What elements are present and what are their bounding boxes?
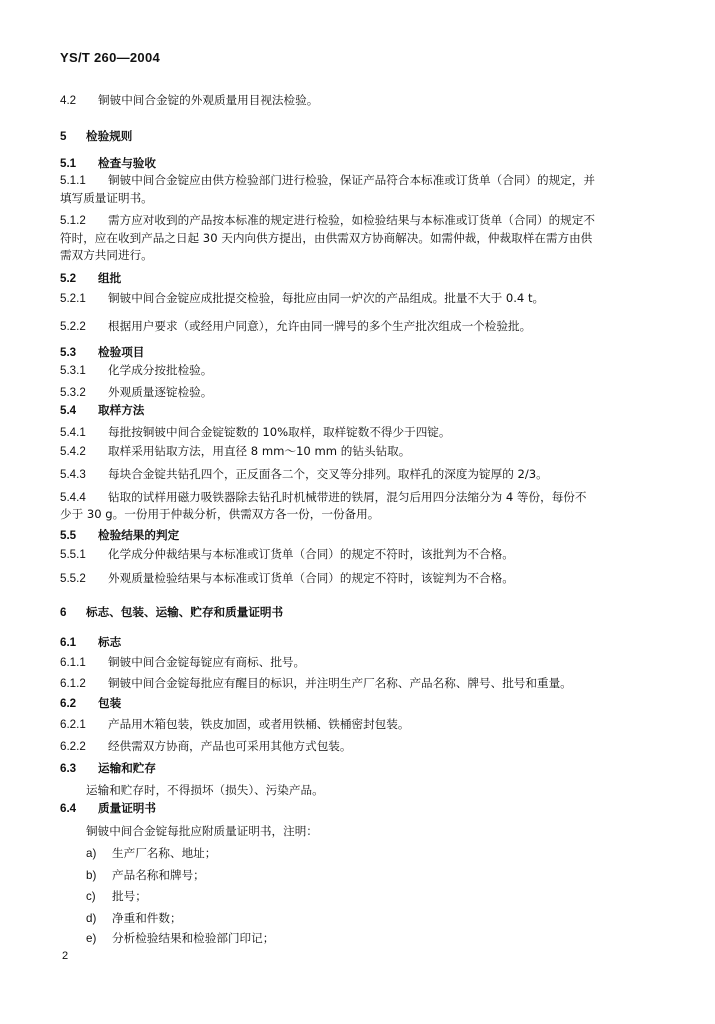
clause-number: 5.3.2 bbox=[60, 386, 86, 399]
clause-text: 组批 bbox=[98, 271, 122, 285]
clause-number: 5.1.1 bbox=[60, 174, 86, 187]
paragraph-line bbox=[60, 654, 660, 671]
clause-text: 标志 bbox=[98, 635, 122, 649]
section-heading bbox=[60, 760, 660, 777]
paragraph-line bbox=[86, 930, 686, 947]
clause-number: 5.4.4 bbox=[60, 491, 86, 504]
clause-text: 外观质量检验结果与本标准或订货单（合同）的规定不符时，该锭判为不合格。 bbox=[108, 571, 514, 585]
paragraph-line bbox=[60, 290, 660, 307]
clause-number: c) bbox=[86, 890, 96, 903]
paragraph-line bbox=[60, 230, 660, 247]
clause-text: 分析检验结果和检验部门印记； bbox=[112, 931, 275, 945]
clause-text: 铜铍中间合金锭的外观质量用目视法检验。 bbox=[98, 93, 319, 107]
paragraph-line bbox=[86, 888, 686, 905]
clause-number: 6.2 bbox=[60, 697, 77, 710]
clause-text: 根据用户要求（或经用户同意），允许由同一牌号的多个生产批次组成一个检验批。 bbox=[108, 319, 532, 333]
clause-number: e) bbox=[86, 932, 97, 945]
clause-text: 经供需双方协商，产品也可采用其他方式包装。 bbox=[108, 739, 352, 753]
section-heading bbox=[60, 695, 660, 712]
clause-number: 5.2.2 bbox=[60, 320, 86, 333]
paragraph-line bbox=[60, 675, 660, 692]
paragraph-line bbox=[60, 212, 660, 229]
clause-text: 检验结果的判定 bbox=[98, 528, 180, 542]
paragraph-line bbox=[60, 318, 660, 335]
paragraph-line bbox=[60, 716, 660, 733]
clause-text: 铜铍中间合金锭应由供方检验部门进行检验，保证产品符合本标准或订货单（合同）的规定，并 bbox=[108, 173, 595, 187]
clause-text: 化学成分按批检验。 bbox=[108, 363, 213, 377]
clause-number: 6.1.2 bbox=[60, 677, 86, 690]
clause-number: 6.2.2 bbox=[60, 740, 86, 753]
clause-text: 批号； bbox=[112, 889, 147, 903]
section-heading bbox=[60, 800, 660, 817]
clause-number: 6 bbox=[60, 606, 67, 619]
clause-text: 产品用木箱包装，铁皮加固，或者用铁桶、铁桶密封包装。 bbox=[108, 717, 410, 731]
section-heading bbox=[60, 270, 660, 287]
section-heading bbox=[60, 402, 660, 419]
clause-number: 5.2 bbox=[60, 272, 77, 285]
paragraph-line bbox=[60, 384, 660, 401]
clause-number: d) bbox=[86, 912, 97, 925]
clause-number: 6.4 bbox=[60, 802, 77, 815]
clause-text: 铜铍中间合金锭每锭应有商标、批号。 bbox=[108, 655, 306, 669]
clause-number: 6.3 bbox=[60, 762, 77, 775]
clause-text: 钻取的试样用磁力吸铁器除去钻孔时机械带进的铁屑，混匀后用四分法缩分为 4 等份，每份不 bbox=[108, 490, 587, 504]
clause-text: 质量证明书 bbox=[98, 801, 156, 815]
clause-text: 外观质量逐锭检验。 bbox=[108, 385, 213, 399]
clause-text: 每批按铜铍中间合金锭锭数的 10%取样，取样锭数不得少于四锭。 bbox=[108, 425, 451, 439]
clause-text: 铜铍中间合金锭每批应附质量证明书，注明： bbox=[86, 824, 318, 838]
paragraph-line bbox=[60, 570, 660, 587]
clause-number: 6.2.1 bbox=[60, 718, 86, 731]
paragraph-line bbox=[86, 845, 686, 862]
clause-text: 需方应对收到的产品按本标准的规定进行检验，如检验结果与本标准或订货单（合同）的规定不 bbox=[108, 213, 595, 227]
section-heading bbox=[60, 634, 660, 651]
section-heading bbox=[60, 604, 660, 621]
paragraph-line bbox=[60, 424, 660, 441]
clause-text: 运输和贮存 bbox=[98, 761, 156, 775]
clause-number: 6.1.1 bbox=[60, 656, 86, 669]
paragraph-line bbox=[86, 782, 686, 799]
paragraph-line bbox=[86, 823, 686, 840]
clause-text: 检验项目 bbox=[98, 345, 145, 359]
section-heading bbox=[60, 155, 660, 172]
clause-number: 5.4.2 bbox=[60, 445, 86, 458]
clause-number: 5.2.1 bbox=[60, 292, 86, 305]
clause-text: 检查与验收 bbox=[98, 156, 156, 170]
standard-code-header: YS/T 260—2004 bbox=[60, 50, 161, 65]
clause-number: 5.4.3 bbox=[60, 468, 86, 481]
paragraph-line bbox=[60, 172, 660, 189]
clause-text: 生产厂名称、地址； bbox=[112, 846, 217, 860]
clause-number: 5.5 bbox=[60, 529, 77, 542]
clause-text: 检验规则 bbox=[86, 129, 133, 143]
paragraph-line bbox=[60, 190, 660, 207]
clause-number: b) bbox=[86, 869, 97, 882]
clause-text: 净重和件数； bbox=[112, 911, 182, 925]
clause-number: 4.2 bbox=[60, 94, 77, 107]
clause-text: 标志、包装、运输、贮存和质量证明书 bbox=[86, 605, 284, 619]
clause-text: 包装 bbox=[98, 696, 122, 710]
section-heading bbox=[60, 344, 660, 361]
clause-number: 5.3.1 bbox=[60, 364, 86, 377]
clause-text: 化学成分仲裁结果与本标准或订货单（合同）的规定不符时，该批判为不合格。 bbox=[108, 547, 514, 561]
clause-text: 少于 30 g。一份用于仲裁分析，供需双方各一份，一份备用。 bbox=[60, 507, 380, 521]
paragraph-line bbox=[60, 489, 660, 506]
clause-text: 符时，应在收到产品之日起 30 天内向供方提出，由供需双方协商解决。如需仲裁，仲裁取样在需方由供 bbox=[60, 231, 593, 245]
clause-text: 产品名称和牌号； bbox=[112, 868, 205, 882]
paragraph-line bbox=[60, 506, 660, 523]
clause-number: 5.5.2 bbox=[60, 572, 86, 585]
paragraph-line bbox=[60, 247, 660, 264]
section-heading bbox=[60, 527, 660, 544]
clause-text: 铜铍中间合金锭应成批提交检验，每批应由同一炉次的产品组成。批量不大于 0.4 t。 bbox=[108, 291, 545, 305]
clause-number: 6.1 bbox=[60, 636, 77, 649]
clause-number: 5 bbox=[60, 130, 67, 143]
clause-number: 5.5.1 bbox=[60, 548, 86, 561]
clause-text: 需双方共同进行。 bbox=[60, 248, 153, 262]
clause-number: 5.3 bbox=[60, 346, 77, 359]
clause-number: 5.4.1 bbox=[60, 426, 86, 439]
paragraph-line bbox=[60, 362, 660, 379]
paragraph-line bbox=[60, 443, 660, 460]
clause-number: a) bbox=[86, 847, 97, 860]
clause-text: 铜铍中间合金锭每批应有醒目的标识，并注明生产厂名称、产品名称、牌号、批号和重量。 bbox=[108, 676, 572, 690]
page-number: 2 bbox=[62, 950, 69, 962]
paragraph-line bbox=[60, 738, 660, 755]
clause-text: 运输和贮存时，不得损坏（损失）、污染产品。 bbox=[86, 783, 324, 797]
paragraph-line bbox=[60, 546, 660, 563]
clause-text: 取样采用钻取方法，用直径 8 mm～10 mm 的钻头钻取。 bbox=[108, 444, 411, 458]
clause-text: 每块合金锭共钻孔四个，正反面各二个，交叉等分排列。取样孔的深度为锭厚的 2/3。 bbox=[108, 467, 548, 481]
clause-text: 取样方法 bbox=[98, 403, 145, 417]
paragraph-line bbox=[86, 910, 686, 927]
clause-number: 5.1 bbox=[60, 157, 77, 170]
clause-number: 5.1.2 bbox=[60, 214, 86, 227]
section-heading bbox=[60, 128, 660, 145]
paragraph-line bbox=[60, 466, 660, 483]
paragraph-line bbox=[86, 867, 686, 884]
clause-number: 5.4 bbox=[60, 404, 77, 417]
paragraph-line bbox=[60, 92, 660, 109]
clause-text: 填写质量证明书。 bbox=[60, 191, 153, 205]
